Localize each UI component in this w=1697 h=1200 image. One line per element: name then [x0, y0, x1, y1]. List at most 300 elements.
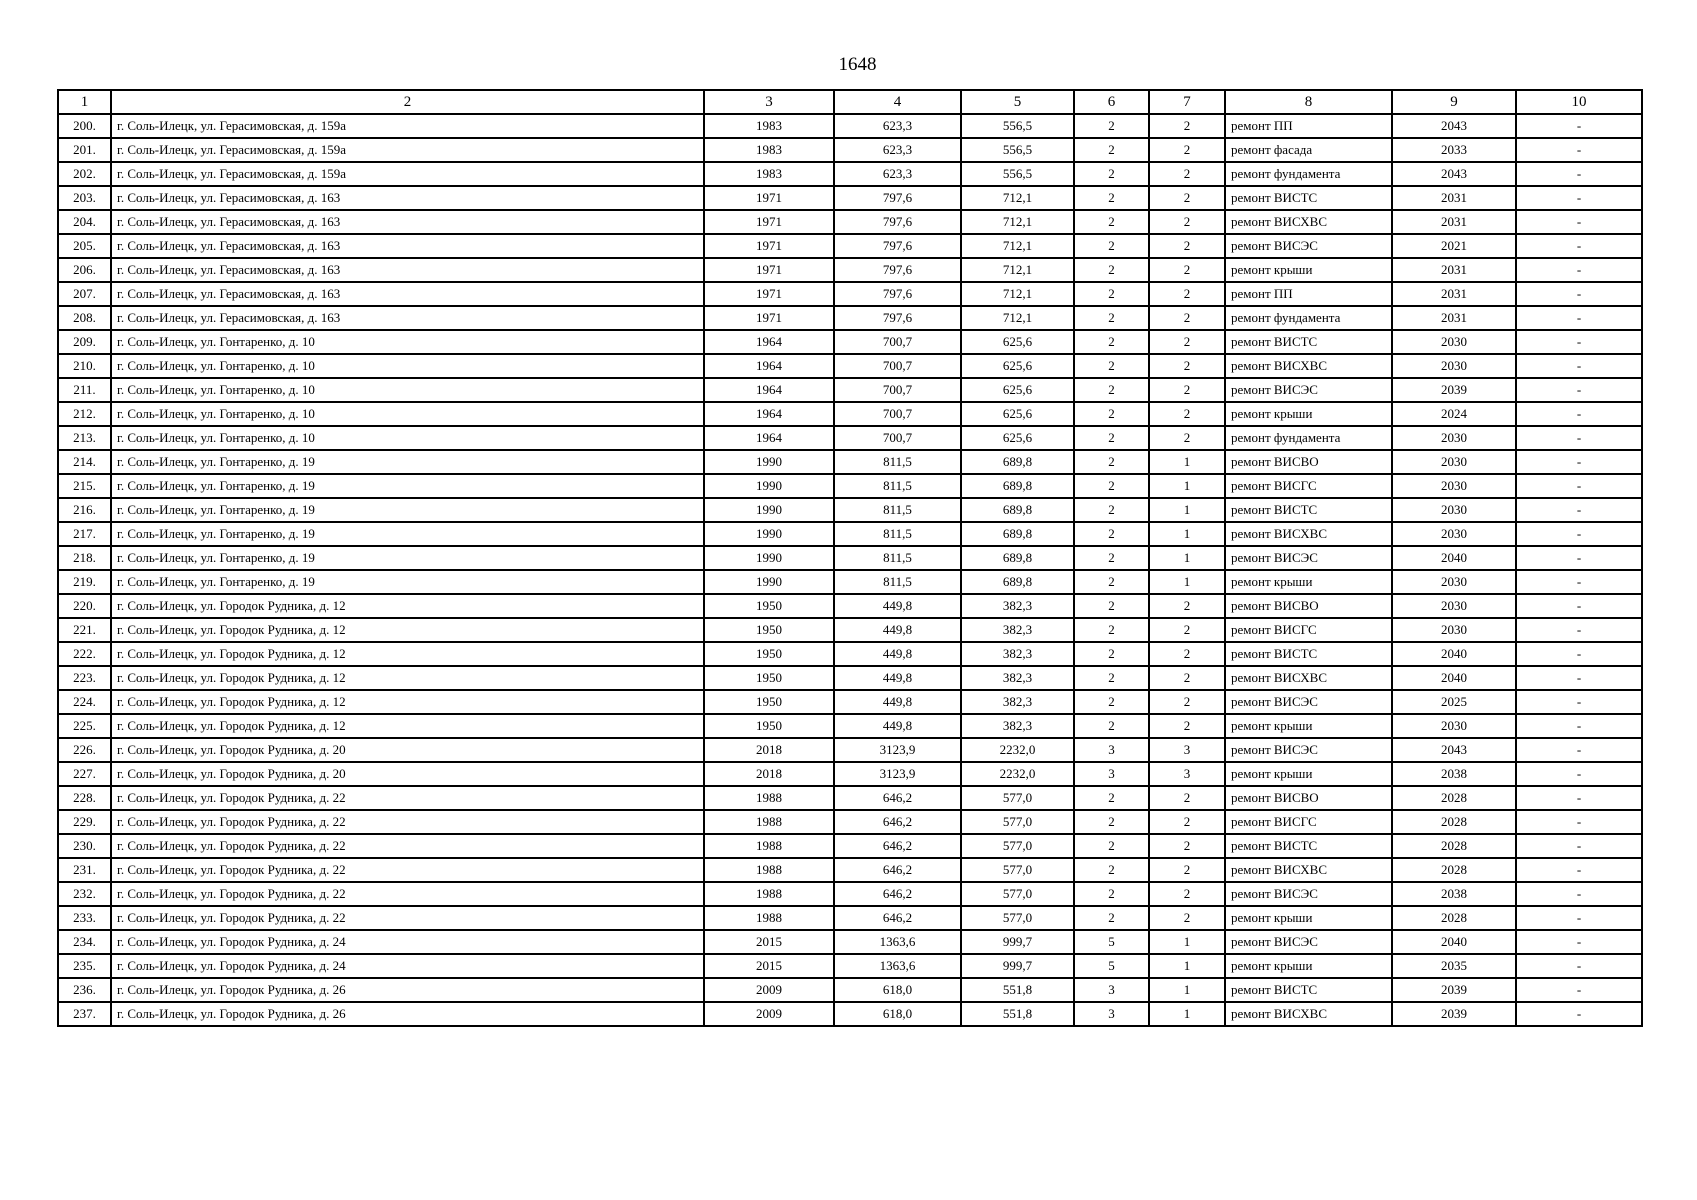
- table-row: [58, 834, 1642, 858]
- floors-cell: 2: [1074, 666, 1149, 690]
- work-type-cell: ремонт ВИСХВС: [1225, 666, 1392, 690]
- planned-year-cell: 2043: [1392, 738, 1516, 762]
- living-area-cell: 689,8: [961, 498, 1074, 522]
- row-number-cell: 207.: [58, 282, 111, 306]
- table-header-row: [58, 90, 1642, 114]
- row-number-cell: 225.: [58, 714, 111, 738]
- work-type-cell: ремонт ВИСХВС: [1225, 1002, 1392, 1026]
- work-type-cell: ремонт ВИСТС: [1225, 978, 1392, 1002]
- total-area-cell: 646,2: [834, 858, 961, 882]
- entrances-cell: 1: [1149, 570, 1225, 594]
- entrances-cell: 1: [1149, 954, 1225, 978]
- work-type-cell: ремонт ПП: [1225, 114, 1392, 138]
- floors-cell: 2: [1074, 858, 1149, 882]
- table-row: [58, 378, 1642, 402]
- total-area-cell: 811,5: [834, 522, 961, 546]
- planned-year-cell: 2030: [1392, 474, 1516, 498]
- row-number-cell: 205.: [58, 234, 111, 258]
- entrances-cell: 2: [1149, 786, 1225, 810]
- year-built-cell: 1964: [704, 354, 834, 378]
- living-area-cell: 712,1: [961, 210, 1074, 234]
- address-cell: г. Соль-Илецк, ул. Гонтаренко, д. 10: [111, 354, 704, 378]
- note-cell: -: [1516, 714, 1642, 738]
- planned-year-cell: 2043: [1392, 114, 1516, 138]
- table-row: [58, 978, 1642, 1002]
- planned-year-cell: 2040: [1392, 666, 1516, 690]
- table-row: [58, 114, 1642, 138]
- row-number-cell: 227.: [58, 762, 111, 786]
- year-built-cell: 2018: [704, 738, 834, 762]
- planned-year-cell: 2040: [1392, 930, 1516, 954]
- planned-year-cell: 2038: [1392, 882, 1516, 906]
- row-number-cell: 230.: [58, 834, 111, 858]
- work-type-cell: ремонт ВИСХВС: [1225, 522, 1392, 546]
- total-area-cell: 646,2: [834, 906, 961, 930]
- address-cell: г. Соль-Илецк, ул. Городок Рудника, д. 26: [111, 978, 704, 1002]
- year-built-cell: 1988: [704, 906, 834, 930]
- total-area-cell: 1363,6: [834, 954, 961, 978]
- entrances-cell: 2: [1149, 882, 1225, 906]
- row-number-cell: 217.: [58, 522, 111, 546]
- row-number-cell: 226.: [58, 738, 111, 762]
- column-header: 6: [1074, 90, 1149, 114]
- note-cell: -: [1516, 882, 1642, 906]
- year-built-cell: 1988: [704, 786, 834, 810]
- living-area-cell: 625,6: [961, 354, 1074, 378]
- planned-year-cell: 2028: [1392, 858, 1516, 882]
- year-built-cell: 1990: [704, 450, 834, 474]
- table-row: [58, 570, 1642, 594]
- note-cell: -: [1516, 954, 1642, 978]
- table-row: [58, 714, 1642, 738]
- row-number-cell: 237.: [58, 1002, 111, 1026]
- planned-year-cell: 2030: [1392, 426, 1516, 450]
- year-built-cell: 1983: [704, 138, 834, 162]
- year-built-cell: 2009: [704, 1002, 834, 1026]
- living-area-cell: 712,1: [961, 258, 1074, 282]
- floors-cell: 3: [1074, 1002, 1149, 1026]
- table-row: [58, 354, 1642, 378]
- living-area-cell: 577,0: [961, 882, 1074, 906]
- living-area-cell: 625,6: [961, 330, 1074, 354]
- row-number-cell: 219.: [58, 570, 111, 594]
- living-area-cell: 625,6: [961, 378, 1074, 402]
- address-cell: г. Соль-Илецк, ул. Городок Рудника, д. 20: [111, 738, 704, 762]
- address-cell: г. Соль-Илецк, ул. Городок Рудника, д. 22: [111, 810, 704, 834]
- living-area-cell: 625,6: [961, 402, 1074, 426]
- work-type-cell: ремонт ВИСЭС: [1225, 234, 1392, 258]
- total-area-cell: 449,8: [834, 594, 961, 618]
- living-area-cell: 689,8: [961, 450, 1074, 474]
- note-cell: -: [1516, 666, 1642, 690]
- note-cell: -: [1516, 354, 1642, 378]
- note-cell: -: [1516, 546, 1642, 570]
- year-built-cell: 2009: [704, 978, 834, 1002]
- planned-year-cell: 2043: [1392, 162, 1516, 186]
- total-area-cell: 449,8: [834, 690, 961, 714]
- year-built-cell: 1990: [704, 498, 834, 522]
- total-area-cell: 449,8: [834, 618, 961, 642]
- table-row: [58, 498, 1642, 522]
- floors-cell: 2: [1074, 906, 1149, 930]
- floors-cell: 2: [1074, 474, 1149, 498]
- year-built-cell: 2015: [704, 954, 834, 978]
- total-area-cell: 623,3: [834, 114, 961, 138]
- note-cell: -: [1516, 1002, 1642, 1026]
- living-area-cell: 712,1: [961, 306, 1074, 330]
- work-type-cell: ремонт ВИСХВС: [1225, 210, 1392, 234]
- work-type-cell: ремонт ВИСЭС: [1225, 378, 1392, 402]
- floors-cell: 3: [1074, 762, 1149, 786]
- planned-year-cell: 2030: [1392, 330, 1516, 354]
- year-built-cell: 1950: [704, 666, 834, 690]
- living-area-cell: 577,0: [961, 906, 1074, 930]
- floors-cell: 2: [1074, 330, 1149, 354]
- year-built-cell: 1950: [704, 618, 834, 642]
- address-cell: г. Соль-Илецк, ул. Городок Рудника, д. 22: [111, 906, 704, 930]
- address-cell: г. Соль-Илецк, ул. Герасимовская, д. 163: [111, 258, 704, 282]
- table-row: [58, 186, 1642, 210]
- total-area-cell: 700,7: [834, 354, 961, 378]
- address-cell: г. Соль-Илецк, ул. Городок Рудника, д. 22: [111, 786, 704, 810]
- planned-year-cell: 2024: [1392, 402, 1516, 426]
- note-cell: -: [1516, 426, 1642, 450]
- row-number-cell: 229.: [58, 810, 111, 834]
- planned-year-cell: 2030: [1392, 570, 1516, 594]
- entrances-cell: 2: [1149, 258, 1225, 282]
- total-area-cell: 618,0: [834, 978, 961, 1002]
- row-number-cell: 212.: [58, 402, 111, 426]
- year-built-cell: 1971: [704, 282, 834, 306]
- work-type-cell: ремонт ВИСЭС: [1225, 738, 1392, 762]
- entrances-cell: 2: [1149, 114, 1225, 138]
- total-area-cell: 811,5: [834, 498, 961, 522]
- total-area-cell: 811,5: [834, 474, 961, 498]
- year-built-cell: 2018: [704, 762, 834, 786]
- total-area-cell: 623,3: [834, 138, 961, 162]
- address-cell: г. Соль-Илецк, ул. Гонтаренко, д. 19: [111, 474, 704, 498]
- total-area-cell: 3123,9: [834, 738, 961, 762]
- entrances-cell: 2: [1149, 906, 1225, 930]
- note-cell: -: [1516, 810, 1642, 834]
- floors-cell: 2: [1074, 450, 1149, 474]
- living-area-cell: 556,5: [961, 162, 1074, 186]
- planned-year-cell: 2030: [1392, 354, 1516, 378]
- year-built-cell: 1988: [704, 882, 834, 906]
- entrances-cell: 1: [1149, 522, 1225, 546]
- year-built-cell: 1964: [704, 426, 834, 450]
- planned-year-cell: 2028: [1392, 786, 1516, 810]
- note-cell: -: [1516, 762, 1642, 786]
- work-type-cell: ремонт крыши: [1225, 570, 1392, 594]
- table-row: [58, 306, 1642, 330]
- table-row: [58, 738, 1642, 762]
- living-area-cell: 382,3: [961, 594, 1074, 618]
- total-area-cell: 797,6: [834, 186, 961, 210]
- living-area-cell: 577,0: [961, 858, 1074, 882]
- row-number-cell: 236.: [58, 978, 111, 1002]
- data-table: [57, 89, 1643, 1027]
- work-type-cell: ремонт ВИСТС: [1225, 186, 1392, 210]
- year-built-cell: 1988: [704, 834, 834, 858]
- note-cell: -: [1516, 594, 1642, 618]
- entrances-cell: 2: [1149, 306, 1225, 330]
- entrances-cell: 2: [1149, 714, 1225, 738]
- table-row: [58, 858, 1642, 882]
- row-number-cell: 220.: [58, 594, 111, 618]
- total-area-cell: 449,8: [834, 642, 961, 666]
- note-cell: -: [1516, 282, 1642, 306]
- work-type-cell: ремонт крыши: [1225, 258, 1392, 282]
- address-cell: г. Соль-Илецк, ул. Городок Рудника, д. 12: [111, 594, 704, 618]
- year-built-cell: 1990: [704, 570, 834, 594]
- table-row: [58, 234, 1642, 258]
- living-area-cell: 712,1: [961, 186, 1074, 210]
- work-type-cell: ремонт ВИСХВС: [1225, 354, 1392, 378]
- row-number-cell: 202.: [58, 162, 111, 186]
- floors-cell: 2: [1074, 546, 1149, 570]
- work-type-cell: ремонт ВИСВО: [1225, 594, 1392, 618]
- address-cell: г. Соль-Илецк, ул. Герасимовская, д. 163: [111, 306, 704, 330]
- total-area-cell: 700,7: [834, 330, 961, 354]
- planned-year-cell: 2025: [1392, 690, 1516, 714]
- address-cell: г. Соль-Илецк, ул. Гонтаренко, д. 19: [111, 498, 704, 522]
- living-area-cell: 689,8: [961, 522, 1074, 546]
- floors-cell: 2: [1074, 162, 1149, 186]
- note-cell: -: [1516, 450, 1642, 474]
- address-cell: г. Соль-Илецк, ул. Городок Рудника, д. 12: [111, 690, 704, 714]
- planned-year-cell: 2031: [1392, 306, 1516, 330]
- table-row: [58, 954, 1642, 978]
- address-cell: г. Соль-Илецк, ул. Гонтаренко, д. 19: [111, 522, 704, 546]
- row-number-cell: 234.: [58, 930, 111, 954]
- entrances-cell: 2: [1149, 330, 1225, 354]
- note-cell: -: [1516, 234, 1642, 258]
- work-type-cell: ремонт фундамента: [1225, 306, 1392, 330]
- work-type-cell: ремонт ПП: [1225, 282, 1392, 306]
- note-cell: -: [1516, 690, 1642, 714]
- row-number-cell: 228.: [58, 786, 111, 810]
- work-type-cell: ремонт ВИСТС: [1225, 330, 1392, 354]
- year-built-cell: 1990: [704, 474, 834, 498]
- planned-year-cell: 2039: [1392, 1002, 1516, 1026]
- entrances-cell: 2: [1149, 834, 1225, 858]
- address-cell: г. Соль-Илецк, ул. Городок Рудника, д. 22: [111, 882, 704, 906]
- column-header: 8: [1225, 90, 1392, 114]
- living-area-cell: 689,8: [961, 570, 1074, 594]
- row-number-cell: 200.: [58, 114, 111, 138]
- entrances-cell: 2: [1149, 210, 1225, 234]
- row-number-cell: 201.: [58, 138, 111, 162]
- note-cell: -: [1516, 570, 1642, 594]
- total-area-cell: 700,7: [834, 426, 961, 450]
- work-type-cell: ремонт ВИСВО: [1225, 786, 1392, 810]
- floors-cell: 2: [1074, 138, 1149, 162]
- entrances-cell: 2: [1149, 186, 1225, 210]
- planned-year-cell: 2039: [1392, 978, 1516, 1002]
- entrances-cell: 3: [1149, 762, 1225, 786]
- note-cell: -: [1516, 162, 1642, 186]
- table-row: [58, 690, 1642, 714]
- floors-cell: 2: [1074, 210, 1149, 234]
- note-cell: -: [1516, 210, 1642, 234]
- table-row: [58, 426, 1642, 450]
- entrances-cell: 2: [1149, 810, 1225, 834]
- table-row: [58, 618, 1642, 642]
- note-cell: -: [1516, 906, 1642, 930]
- entrances-cell: 3: [1149, 738, 1225, 762]
- total-area-cell: 797,6: [834, 282, 961, 306]
- row-number-cell: 215.: [58, 474, 111, 498]
- work-type-cell: ремонт ВИСТС: [1225, 642, 1392, 666]
- planned-year-cell: 2030: [1392, 450, 1516, 474]
- address-cell: г. Соль-Илецк, ул. Гонтаренко, д. 19: [111, 450, 704, 474]
- page-number: 1648: [838, 54, 877, 75]
- note-cell: -: [1516, 138, 1642, 162]
- note-cell: -: [1516, 474, 1642, 498]
- entrances-cell: 2: [1149, 282, 1225, 306]
- entrances-cell: 1: [1149, 498, 1225, 522]
- total-area-cell: 700,7: [834, 378, 961, 402]
- entrances-cell: 2: [1149, 402, 1225, 426]
- table-row: [58, 546, 1642, 570]
- planned-year-cell: 2030: [1392, 714, 1516, 738]
- table-row: [58, 258, 1642, 282]
- entrances-cell: 2: [1149, 162, 1225, 186]
- entrances-cell: 2: [1149, 690, 1225, 714]
- work-type-cell: ремонт крыши: [1225, 762, 1392, 786]
- row-number-cell: 211.: [58, 378, 111, 402]
- total-area-cell: 3123,9: [834, 762, 961, 786]
- year-built-cell: 1971: [704, 210, 834, 234]
- planned-year-cell: 2030: [1392, 522, 1516, 546]
- planned-year-cell: 2021: [1392, 234, 1516, 258]
- table-row: [58, 642, 1642, 666]
- entrances-cell: 2: [1149, 666, 1225, 690]
- living-area-cell: 382,3: [961, 714, 1074, 738]
- row-number-cell: 218.: [58, 546, 111, 570]
- row-number-cell: 216.: [58, 498, 111, 522]
- year-built-cell: 1964: [704, 402, 834, 426]
- note-cell: -: [1516, 306, 1642, 330]
- living-area-cell: 556,5: [961, 114, 1074, 138]
- work-type-cell: ремонт ВИСГС: [1225, 618, 1392, 642]
- floors-cell: 2: [1074, 258, 1149, 282]
- work-type-cell: ремонт фундамента: [1225, 162, 1392, 186]
- row-number-cell: 221.: [58, 618, 111, 642]
- work-type-cell: ремонт ВИСЭС: [1225, 690, 1392, 714]
- entrances-cell: 1: [1149, 450, 1225, 474]
- planned-year-cell: 2030: [1392, 618, 1516, 642]
- floors-cell: 3: [1074, 738, 1149, 762]
- work-type-cell: ремонт крыши: [1225, 954, 1392, 978]
- year-built-cell: 1988: [704, 810, 834, 834]
- work-type-cell: ремонт ВИСГС: [1225, 474, 1392, 498]
- note-cell: -: [1516, 330, 1642, 354]
- year-built-cell: 1983: [704, 162, 834, 186]
- work-type-cell: ремонт крыши: [1225, 906, 1392, 930]
- living-area-cell: 577,0: [961, 810, 1074, 834]
- floors-cell: 2: [1074, 594, 1149, 618]
- address-cell: г. Соль-Илецк, ул. Герасимовская, д. 163: [111, 210, 704, 234]
- floors-cell: 2: [1074, 282, 1149, 306]
- living-area-cell: 556,5: [961, 138, 1074, 162]
- floors-cell: 2: [1074, 714, 1149, 738]
- table-row: [58, 762, 1642, 786]
- work-type-cell: ремонт фундамента: [1225, 426, 1392, 450]
- table-row: [58, 138, 1642, 162]
- column-header: 3: [704, 90, 834, 114]
- total-area-cell: 646,2: [834, 882, 961, 906]
- total-area-cell: 1363,6: [834, 930, 961, 954]
- column-header: 10: [1516, 90, 1642, 114]
- year-built-cell: 1988: [704, 858, 834, 882]
- floors-cell: 2: [1074, 306, 1149, 330]
- row-number-cell: 204.: [58, 210, 111, 234]
- column-header: 7: [1149, 90, 1225, 114]
- work-type-cell: ремонт ВИСТС: [1225, 834, 1392, 858]
- note-cell: -: [1516, 786, 1642, 810]
- work-type-cell: ремонт ВИСГС: [1225, 810, 1392, 834]
- total-area-cell: 797,6: [834, 234, 961, 258]
- note-cell: -: [1516, 186, 1642, 210]
- planned-year-cell: 2040: [1392, 642, 1516, 666]
- address-cell: г. Соль-Илецк, ул. Герасимовская, д. 163: [111, 282, 704, 306]
- entrances-cell: 2: [1149, 426, 1225, 450]
- entrances-cell: 1: [1149, 474, 1225, 498]
- total-area-cell: 449,8: [834, 666, 961, 690]
- row-number-cell: 232.: [58, 882, 111, 906]
- year-built-cell: 1990: [704, 546, 834, 570]
- address-cell: г. Соль-Илецк, ул. Городок Рудника, д. 12: [111, 714, 704, 738]
- address-cell: г. Соль-Илецк, ул. Гонтаренко, д. 10: [111, 330, 704, 354]
- table-body: [58, 114, 1642, 1026]
- floors-cell: 2: [1074, 810, 1149, 834]
- address-cell: г. Соль-Илецк, ул. Городок Рудника, д. 24: [111, 954, 704, 978]
- note-cell: -: [1516, 930, 1642, 954]
- living-area-cell: 999,7: [961, 954, 1074, 978]
- column-header: 4: [834, 90, 961, 114]
- row-number-cell: 208.: [58, 306, 111, 330]
- row-number-cell: 213.: [58, 426, 111, 450]
- living-area-cell: 625,6: [961, 426, 1074, 450]
- work-type-cell: ремонт крыши: [1225, 714, 1392, 738]
- floors-cell: 2: [1074, 426, 1149, 450]
- work-type-cell: ремонт ВИСЭС: [1225, 882, 1392, 906]
- table-row: [58, 810, 1642, 834]
- entrances-cell: 2: [1149, 354, 1225, 378]
- note-cell: -: [1516, 858, 1642, 882]
- note-cell: -: [1516, 258, 1642, 282]
- row-number-cell: 209.: [58, 330, 111, 354]
- planned-year-cell: 2033: [1392, 138, 1516, 162]
- floors-cell: 2: [1074, 786, 1149, 810]
- entrances-cell: 2: [1149, 858, 1225, 882]
- entrances-cell: 2: [1149, 378, 1225, 402]
- table-row: [58, 450, 1642, 474]
- planned-year-cell: 2038: [1392, 762, 1516, 786]
- living-area-cell: 551,8: [961, 1002, 1074, 1026]
- year-built-cell: 2015: [704, 930, 834, 954]
- note-cell: -: [1516, 114, 1642, 138]
- table-row: [58, 402, 1642, 426]
- year-built-cell: 1950: [704, 690, 834, 714]
- floors-cell: 2: [1074, 834, 1149, 858]
- row-number-cell: 224.: [58, 690, 111, 714]
- row-number-cell: 235.: [58, 954, 111, 978]
- address-cell: г. Соль-Илецк, ул. Гонтаренко, д. 19: [111, 570, 704, 594]
- row-number-cell: 214.: [58, 450, 111, 474]
